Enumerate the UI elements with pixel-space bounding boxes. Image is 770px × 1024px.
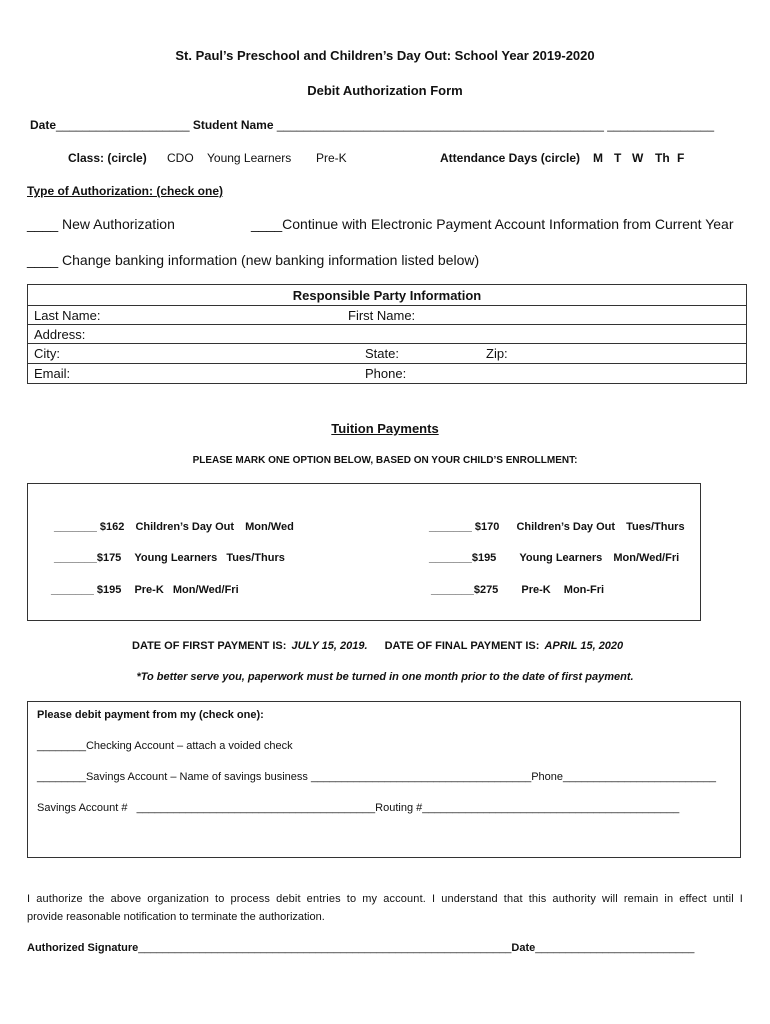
debit-heading: Please debit payment from my (check one): — [37, 709, 264, 721]
authorization-heading: Type of Authorization: (check one) — [27, 184, 224, 198]
payment-dates — [132, 640, 623, 652]
phone-label[interactable]: Phone: — [365, 366, 407, 381]
new-authorization-option[interactable]: ____ New Authorization — [27, 216, 175, 232]
student-line — [30, 118, 714, 132]
email-label[interactable]: Email: — [34, 366, 71, 381]
student-name-label: Student Name — [192, 118, 274, 132]
checking-account-option[interactable]: ________Checking Account – attach a voided check — [37, 740, 293, 752]
tuition-options-box — [27, 483, 701, 621]
authorization-statement-line1: I authorize the above organization to process debit entries to my account. I understand that this authority will remain in effect until I — [27, 893, 743, 905]
date-label: Date — [30, 118, 57, 132]
routing-blank[interactable]: __________________________________________ — [422, 802, 680, 814]
email-row — [28, 364, 746, 383]
day-th[interactable]: Th — [655, 151, 670, 165]
savings-account-option[interactable]: ________Savings Account – Name of savings business ____________________________________Phone_________________________ — [37, 771, 716, 783]
responsible-party-heading: Responsible Party Information — [292, 288, 482, 303]
student-name-blank[interactable]: _________________________________________________ ________________ — [276, 118, 715, 132]
final-payment-date: APRIL 15, 2020 — [544, 640, 624, 652]
tuition-instruction: PLEASE MARK ONE OPTION BELOW, BASED ON YOUR CHILD’S ENROLLMENT: — [192, 455, 578, 466]
tuition-option-yl-tues-thurs[interactable]: _______$175 Young Learners Tues/Thurs — [54, 552, 285, 564]
signature-line — [27, 942, 694, 954]
savings-account-blank[interactable]: _______________________________________ — [136, 802, 376, 814]
day-t[interactable]: T — [614, 151, 622, 165]
first-payment-date: JULY 15, 2019. — [291, 640, 368, 652]
tuition-option-cdo-tues-thurs[interactable]: _______ $170 Children’s Day Out Tues/Thurs — [429, 521, 685, 533]
continue-authorization-option[interactable]: ____Continue with Electronic Payment Account Information from Current Year — [251, 216, 734, 232]
form-subtitle: Debit Authorization Form — [307, 83, 463, 98]
responsible-party-header-row — [28, 285, 746, 306]
tuition-option-prek-mon-wed-fri[interactable]: _______ $195 Pre-K Mon/Wed/Fri — [51, 584, 239, 596]
class-option-cdo[interactable]: CDO — [167, 151, 194, 165]
address-label[interactable]: Address: — [34, 327, 86, 342]
tuition-option-prek-mon-fri[interactable]: _______$275 Pre-K Mon-Fri — [431, 584, 605, 596]
city-row — [28, 344, 746, 364]
change-banking-option[interactable]: ____ Change banking information (new banking information listed below) — [27, 252, 480, 268]
class-label: Class: (circle) — [68, 151, 147, 165]
address-row — [28, 325, 746, 344]
date-blank[interactable]: ____________________ — [56, 118, 190, 132]
signature-label: Authorized Signature — [27, 942, 139, 954]
responsible-party-table — [27, 284, 747, 384]
signature-date-blank[interactable]: __________________________ — [535, 942, 695, 954]
form-title: St. Paul’s Preschool and Children’s Day Out: School Year 2019-2020 — [175, 48, 595, 63]
routing-label: Routing # — [375, 802, 423, 814]
first-payment-label: DATE OF FIRST PAYMENT IS: — [132, 640, 287, 652]
attendance-label: Attendance Days (circle) — [440, 151, 581, 165]
savings-routing-line — [37, 802, 679, 814]
tuition-heading: Tuition Payments — [331, 421, 439, 436]
class-option-young-learners[interactable]: Young Learners — [207, 151, 292, 165]
day-f[interactable]: F — [677, 151, 685, 165]
zip-label[interactable]: Zip: — [486, 346, 508, 361]
tuition-option-cdo-mon-wed[interactable]: _______ $162 Children’s Day Out Mon/Wed — [54, 521, 294, 533]
savings-account-label: Savings Account # — [37, 802, 128, 814]
signature-date-label: Date — [511, 942, 536, 954]
signature-blank[interactable]: _____________________________________________________________ — [138, 942, 512, 954]
name-row — [28, 306, 746, 325]
day-m[interactable]: M — [593, 151, 603, 165]
class-option-pre-k[interactable]: Pre-K — [316, 151, 347, 165]
final-payment-label: DATE OF FINAL PAYMENT IS: — [384, 640, 540, 652]
day-w[interactable]: W — [632, 151, 644, 165]
city-label[interactable]: City: — [34, 346, 60, 361]
debit-box — [27, 701, 741, 858]
paperwork-note: *To better serve you, paperwork must be turned in one month prior to the date of first payment. — [136, 671, 634, 683]
state-label[interactable]: State: — [365, 346, 399, 361]
first-name-label[interactable]: First Name: — [348, 308, 416, 323]
last-name-label[interactable]: Last Name: — [34, 308, 101, 323]
tuition-option-yl-mon-wed-fri[interactable]: _______$195 Young Learners Mon/Wed/Fri — [429, 552, 680, 564]
authorization-statement-line2: provide reasonable notification to terminate the authorization. — [27, 911, 325, 923]
